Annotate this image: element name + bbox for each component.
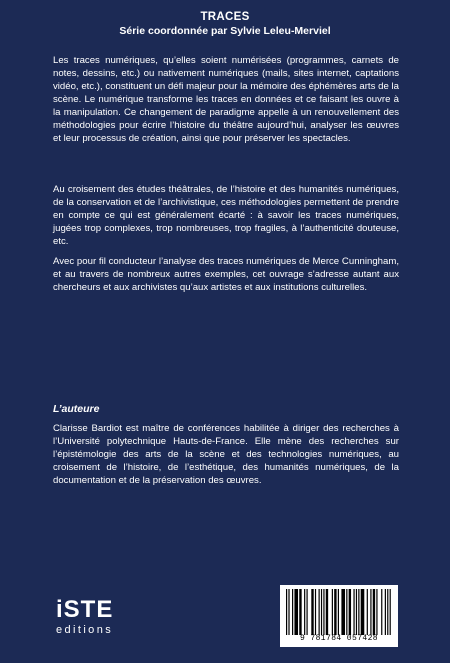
barcode-bar (361, 589, 365, 635)
publisher-logo-sub: editions (56, 624, 114, 636)
barcode-bar (349, 589, 351, 635)
barcode-bar (370, 589, 371, 635)
barcode-bar (358, 589, 359, 635)
barcode-bar (292, 589, 293, 635)
barcode (280, 585, 398, 647)
barcode-bar (356, 589, 357, 635)
barcode-bar (288, 589, 289, 635)
barcode-bar (376, 589, 377, 635)
barcode-bar (294, 589, 298, 635)
description-paragraph: Avec pour fil conducteur l’analyse des traces numériques de Merce Cunningham, et au travers de nombreux autres exemples, cet ouvrage s’adresse autant aux chercheurs et aux archivistes qu’aux artistes et aux institutions culturelles. (53, 256, 399, 293)
barcode-bar (304, 589, 305, 635)
barcode-bar (332, 589, 333, 635)
author-heading: L’auteure (53, 403, 100, 415)
barcode-bar (286, 589, 287, 635)
description-paragraph: Les traces numériques, qu’elles soient numérisées (programmes, carnets de notes, dessins, etc.) ou nativement numériques (mails, sites internet, captations vidéo, etc.), constituent un défi majeur pour la mémoire des éphémères arts de la scène. Le numérique transforme les traces en données et ce faisant les ouvre à la manipulation. Ce changement de paradigme appelle à un renouvellement des méthodologies pour écrire l’histoire du théâtre aujourd’hui, analyser les œuvres et leur processus de création, ainsi que pour préserver les spectacles. (53, 55, 399, 144)
barcode-bar (299, 589, 301, 635)
barcode-bar (385, 589, 386, 635)
barcode-bar (387, 589, 388, 635)
barcode-bar (373, 589, 375, 635)
barcode-bar (334, 589, 336, 635)
isbn-number: 9 781784 057428 (299, 634, 378, 643)
barcode-bar (353, 589, 354, 635)
barcode-bar (306, 589, 307, 635)
barcode-bar (338, 589, 339, 635)
barcode-bar (326, 589, 328, 635)
barcode-bars (286, 589, 392, 635)
author-bio: Clarisse Bardiot est maître de conférences habilitée à diriger des recherches à l’Université polytechnique Hauts-de-France. Elle mène des recherches sur l’épistémologie des arts de la scène et des technologies numériques, au croisement de l’histoire, de l’esthétique, des humanités numériques, de la documentation et de la préservation des œuvres. (53, 423, 399, 486)
barcode-bar (390, 589, 391, 635)
barcode-bar (381, 589, 382, 635)
barcode-bar (346, 589, 347, 635)
barcode-bar (319, 589, 320, 635)
publisher-logo (56, 598, 146, 640)
barcode-bar (323, 589, 324, 635)
publisher-logo-main: iSTE (56, 596, 114, 623)
barcode-bar (367, 589, 368, 635)
description-paragraph: Au croisement des études théâtrales, de l’histoire et des humanités numériques, de la conservation et de l’archivistique, ces méthodologies permettent de prendre en compte ce qui est généralement écarté : à savoir les traces numériques, jugées trop complexes, trop nombreuses, trop fragiles, à l’authenticité douteuse, etc. (53, 184, 399, 247)
barcode-bar (321, 589, 322, 635)
series-title: TRACES (200, 11, 250, 23)
barcode-bar (311, 589, 313, 635)
series-subtitle: Série coordonnée par Sylvie Leleu-Merviel (119, 25, 331, 37)
barcode-bar (341, 589, 345, 635)
barcode-bar (315, 589, 316, 635)
